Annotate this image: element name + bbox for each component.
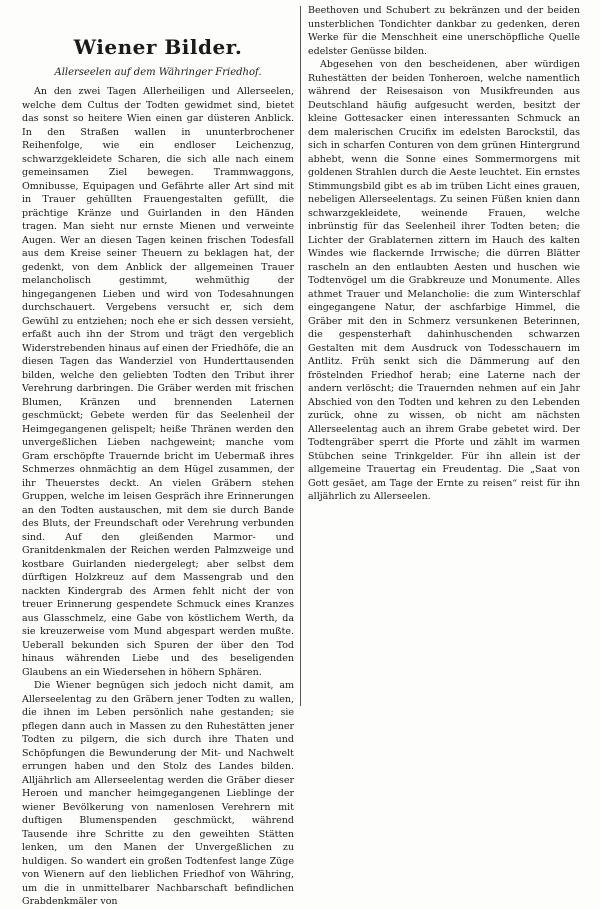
column-divider: [300, 6, 301, 706]
paragraph-left-2: Die Wiener begnügen sich jedoch nicht damit, am Allerseelentag zu den Gräbern jener Todten zu wallen, die ihnen im Leben persönlich nahe gestanden; sie pflegen dann auch in Massen zu den Ruhestätten jener Todten zu pilgern, die sich durch ihre Thaten und Schöpfungen die Bewunderung der Mit- und Nachwelt errungen haben und den Stolz des Landes bilden. Alljährlich am Allerseelentag werden die Gräber dieser Heroen und mancher heimgegangenen Lieblinge der wiener Bevölkerung von namenlosen Verehrern mit duftigen Blumenspenden geschmückt, während Tausende ihre Schritte zu den geweihten Stätten lenken, um den Manen der Unvergeßlichen zu huldigen. So wandert ein großen Todtenfest lange Züge von Wienern auf den lieblichen Friedhof von Währing, um die in unmittelbarer Nachbarschaft befindlichen Grabdenkmäler von: [22, 680, 294, 907]
paragraph-left-1: An den zwei Tagen Allerheiligen und Allerseelen, welche dem Cultus der Todten gewidmet sind, bietet das sonst so heitere Wien einen gar düsteren Anblick. In den Straßen wallen in ununterbrochener Reihenfolge, wie ein endloser Leichenzug, schwarzgekleidete Scharen, die sich alle nach einem gemeinsamen Ziel bewegen. Trammwaggons, Omnibusse, Equipagen und Gefährte aller Art sind mit in Trauer gehüllten Frauengestalten gefüllt, die prächtige Kränze und Guirlanden in den Händen tragen. Man sieht nur ernste Mienen und verweinte Augen. Wer an diesen Tagen keinen frischen Todesfall aus dem Kreise seiner Theuern zu beklagen hat, der gedenkt, von dem Anblick der allgemeinen Trauer melancholisch gestimmt, wehmüthig der hingegangenen Lieben und wird von Todesahnungen durchschauert. Vergebens versucht er, sich dem Gewühl zu entziehen; noch ehe er sich dessen versieht, erfaßt auch ihn der Strom und trägt den vergeblich Widerstrebenden hinaus auf einen der Friedhöfe, die an diesen Tagen das Wanderziel von Hunderttausenden bilden, welche den geliebten Todten den Tribut ihrer Verehrung darbringen. Die Gräber werden mit frischen Blumen, Kränzen und brennenden Laternen geschmückt; Gebete werden für das Seelenheil der Heimgegangenen gelispelt; heiße Thränen werden den unvergeßlichen Lieben nachgeweint; manche vom Gram erschöpfte Trauernde bricht im Uebermaß ihres Schmerzes ohnmächtig an dem Hügel zusammen, der ihr Theuerstes deckt. An vielen Gräbern stehen Gruppen, welche im leisen Gespräch ihre Erinnerungen an den Todten austauschen, mit dem sie durch Bande des Bluts, der Freundschaft oder Verehrung verbunden sind. Auf den gleißenden Marmor- und Granitdenkmalen der Reichen werden Palmzweige und kostbare Guirlanden niedergelegt; aber selbst dem dürftigen Holzkreuz auf dem Massengrab und den nackten Kindergrab des Armen fehlt nicht der von treuer Erinnerung gespendete Schmuck eines Kranzes aus Glasschmelz, eine Gabe von köstlichem Werth, da sie kreuzerweise vom Mund abgespart werden mußte. Ueberall bekunden sich Spuren der über den Tod hinaus währenden Liebe und des beseligenden Glaubens an ein Wiedersehen in höhern Sphären.: [22, 86, 294, 678]
right-column: [308, 0, 580, 504]
article-subtitle: Allerseelen auf dem Währinger Friedhof.: [54, 67, 262, 78]
left-column: [22, 0, 294, 909]
paragraph-right-2: Abgesehen von den bescheidenen, aber würdigen Ruhestätten der beiden Tonheroen, welche namentlich während der Reisesaison von Musikfreunden aus Deutschland häufig aufgesucht werden, besitzt der kleine Gottesacker einen interessanten Schmuck an dem malerischen Crucifix im edelsten Barockstil, das sich in scharfen Conturen von dem grünen Hintergrund abhebt, wenn die Sonne eines Sommermorgens mit goldenen Strahlen durch die Aeste leuchtet. Ein ernstes Stimmungsbild gibt es ab im trüben Licht eines grauen, nebeligen Allerseelentags. Zu seinen Füßen knien dann schwarzgekleidete, weinende Frauen, welche inbrünstig für das Seelenheil ihrer Todten beten; die Lichter der Grablaternen zittern im Hauch des kalten Windes wie flackernde Irrwische; die dürren Blätter rascheln an den entlaubten Aesten und huschen wie Todtenvögel um die Grabkreuze und Monumente. Alles athmet Trauer und Melancholie: die zum Winterschlaf eingegangene Natur, der aschfarbige Himmel, die Gräber mit den in Schmerz versunkenen Beterinnen, die gespensterhaft dahinhuschenden schwarzen Gestalten mit dem Ausdruck von Todesschauern im Antlitz. Früh senkt sich die Dämmerung auf den fröstelnden Friedhof herab; eine Laterne nach der andern verlöscht; die Trauernden nehmen auf ein Jahr Abschied von den Todten und kehren zu den Lebenden zurück, ohne zu wissen, ob nicht am nächsten Allerseelentag auch an ihrem Grabe gebetet wird. Der Todtengräber sperrt die Pforte und zählt im warmen Stübchen seine Trinkgelder. Für ihn allein ist der allgemeine Trauertag ein Freudentag. Die „Saat von Gott gesäet, am Tage der Ernte zu reisen“ reist für ihn alljährlich zu Allerseelen.: [308, 59, 580, 502]
paragraph-right-1: Beethoven und Schubert zu bekränzen und der beiden unsterblichen Tondichter dankbar zu gedenken, deren Werke für die Menschheit eine unerschöpfliche Quelle edelster Genüsse bilden.: [308, 5, 580, 57]
article-title: Wiener Bilder.: [73, 35, 243, 59]
